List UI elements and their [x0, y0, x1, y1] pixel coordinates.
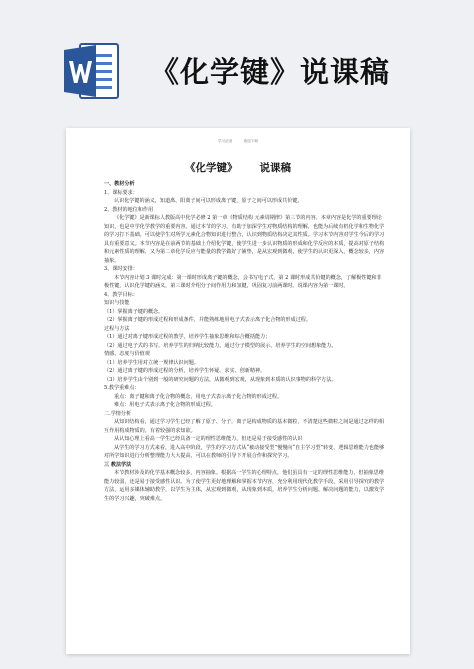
body-paragraph: 重点：离子键和离子化合物的概念，用电子式表示离子化合物的形成过程。 — [114, 393, 283, 400]
word-app-icon — [62, 40, 120, 102]
page-title-main: 《化学键》 — [185, 162, 238, 174]
body-paragraph: 难点：用电子式表示离子化合物的形成过程。 — [114, 402, 216, 408]
body-paragraph: （3）培养学生由个别到一般的研究问题的方法，从微观到宏观，从现象到本质的认识事物的科学方法。 — [104, 376, 337, 383]
section-heading: 三 教法学法 — [104, 461, 132, 468]
body-paragraph: 1、课标要求： — [104, 189, 138, 196]
body-paragraph: 知识与技能 — [104, 300, 130, 306]
body-paragraph: 二.学情分析 — [104, 410, 132, 417]
body-paragraph: （1）培养学生用对立统一规律认识问题。 — [104, 359, 199, 366]
page-title-sub: 说课稿 — [259, 162, 291, 174]
body-paragraph: （1）掌握离子键的概念。 — [104, 308, 164, 315]
body-paragraph: 本节内容计划 3 课时完成：第一课时形成离子键的概念，会书写电子式，第 2 课时形成共价键的概念，了解极性键和非极性键，认识化学键的涵义，第三课时介绍分子间作用力和氢键，巩固复习前两课时。说课内容为第一课时。 — [104, 274, 382, 289]
body-paragraph: 《化学键》是新课标人教版高中化学必修 2 第一章《物质结构 元素周期律》第三节的内容。本章内容是化学的重要理论知识，也是中学化学教学的重要内容。通过本节的学习，有助于加深学生对物质结构的理解，也能为后续有机化学和生物化学的学习打下基础。可以使学生对所学元素化合物知识进行整合，认识到物质结构决定其性质。学习本节内容对学生今后的学习具有重要意义。本节内容是在前两节的基础上介绍化学键，使学生进一步认识物质的形成和化学反应的本质，提高对原子结构和元素性质的理解，又为第二章化学反应与能量的教学做好了铺垫，是从宏观到微观，使学生的认识更深入，概念较多，内容抽象。 — [104, 215, 385, 264]
body-paragraph: （2）通过离子键的形成过程的分析，培养学生怀疑、求实、创新精神。 — [104, 368, 266, 374]
body-paragraph: 认识化学键的涵义，知道离、阳离子间可以形成离子键，原子之间可以形成共价键。 — [114, 198, 303, 204]
section-heading: 一、教材分析 — [104, 181, 135, 187]
body-paragraph: 5.教学重难点： — [104, 385, 140, 391]
document-page-preview — [66, 128, 410, 654]
header-right-text: 欢迎下载 — [243, 139, 258, 143]
body-paragraph: 4、教学目标： — [104, 291, 138, 298]
body-paragraph: （2）通过电子式的书写，培养学生的归纳比较能力，通过分子模型的展示，培养学生的空间想象能力。 — [104, 342, 337, 349]
document-body — [104, 180, 386, 503]
page-title — [66, 160, 410, 175]
body-paragraph: （2）掌握离子键的形成过程和形成条件，并能熟练地用电子式表示离子化合物的形成过程。 — [104, 317, 311, 323]
body-paragraph: 2、教材的地位和作用 — [104, 206, 154, 213]
body-paragraph: （1）通过对离子键形成过程的教学，培养学生抽象思维和综合概括能力； — [104, 334, 271, 340]
body-paragraph: 3、课时安排： — [104, 266, 138, 272]
body-paragraph: 从知识结构看，通过学习学生已经了解了原子、分子，离子是构成物质的基本微粒，不清楚这些微粒之间是通过怎样的相互作用构成物质的，有着较强的求知欲。 — [104, 419, 384, 434]
header-left-text: 学习必备 — [218, 139, 233, 143]
document-heading: 《化学键》说课稿 — [150, 55, 391, 89]
banner — [0, 0, 474, 118]
body-paragraph: 本节教材涉及的化学基本概念较多，内容抽象。根据高一学生的心理特点，他们虽具有一定的理性思维能力，但抽象思维能力较弱，还是易于接受感性认识。为了使学生更好地理解和掌握本节内容，充分利用现代化教学手段，采用引导探究的教学方法，运用多媒体辅助教学，以学生为主体，从宏观到微观，从现象到本质，培养学生分析问题、解决问题的能力，以激发学生的学习兴趣，突破难点。 — [104, 470, 385, 502]
body-paragraph: 情感、态度与价值观 — [104, 351, 150, 357]
page-header — [66, 139, 410, 144]
body-paragraph: 过程与方法 — [104, 325, 130, 332]
body-paragraph: 从学生的学习方式来看，进入高中阶段，学生的学习方式从“被动接受型”慢慢向“自主学习型”转变，逻辑思维能力也能够对所学知识进行分析整理能力大大提高，可以在教师的引导下开展合作和探究学习。 — [104, 444, 385, 459]
body-paragraph: 从认知心理上看高一学生已经具备一定的理性思维能力，但还是易于接受感性的认识 — [114, 436, 303, 442]
